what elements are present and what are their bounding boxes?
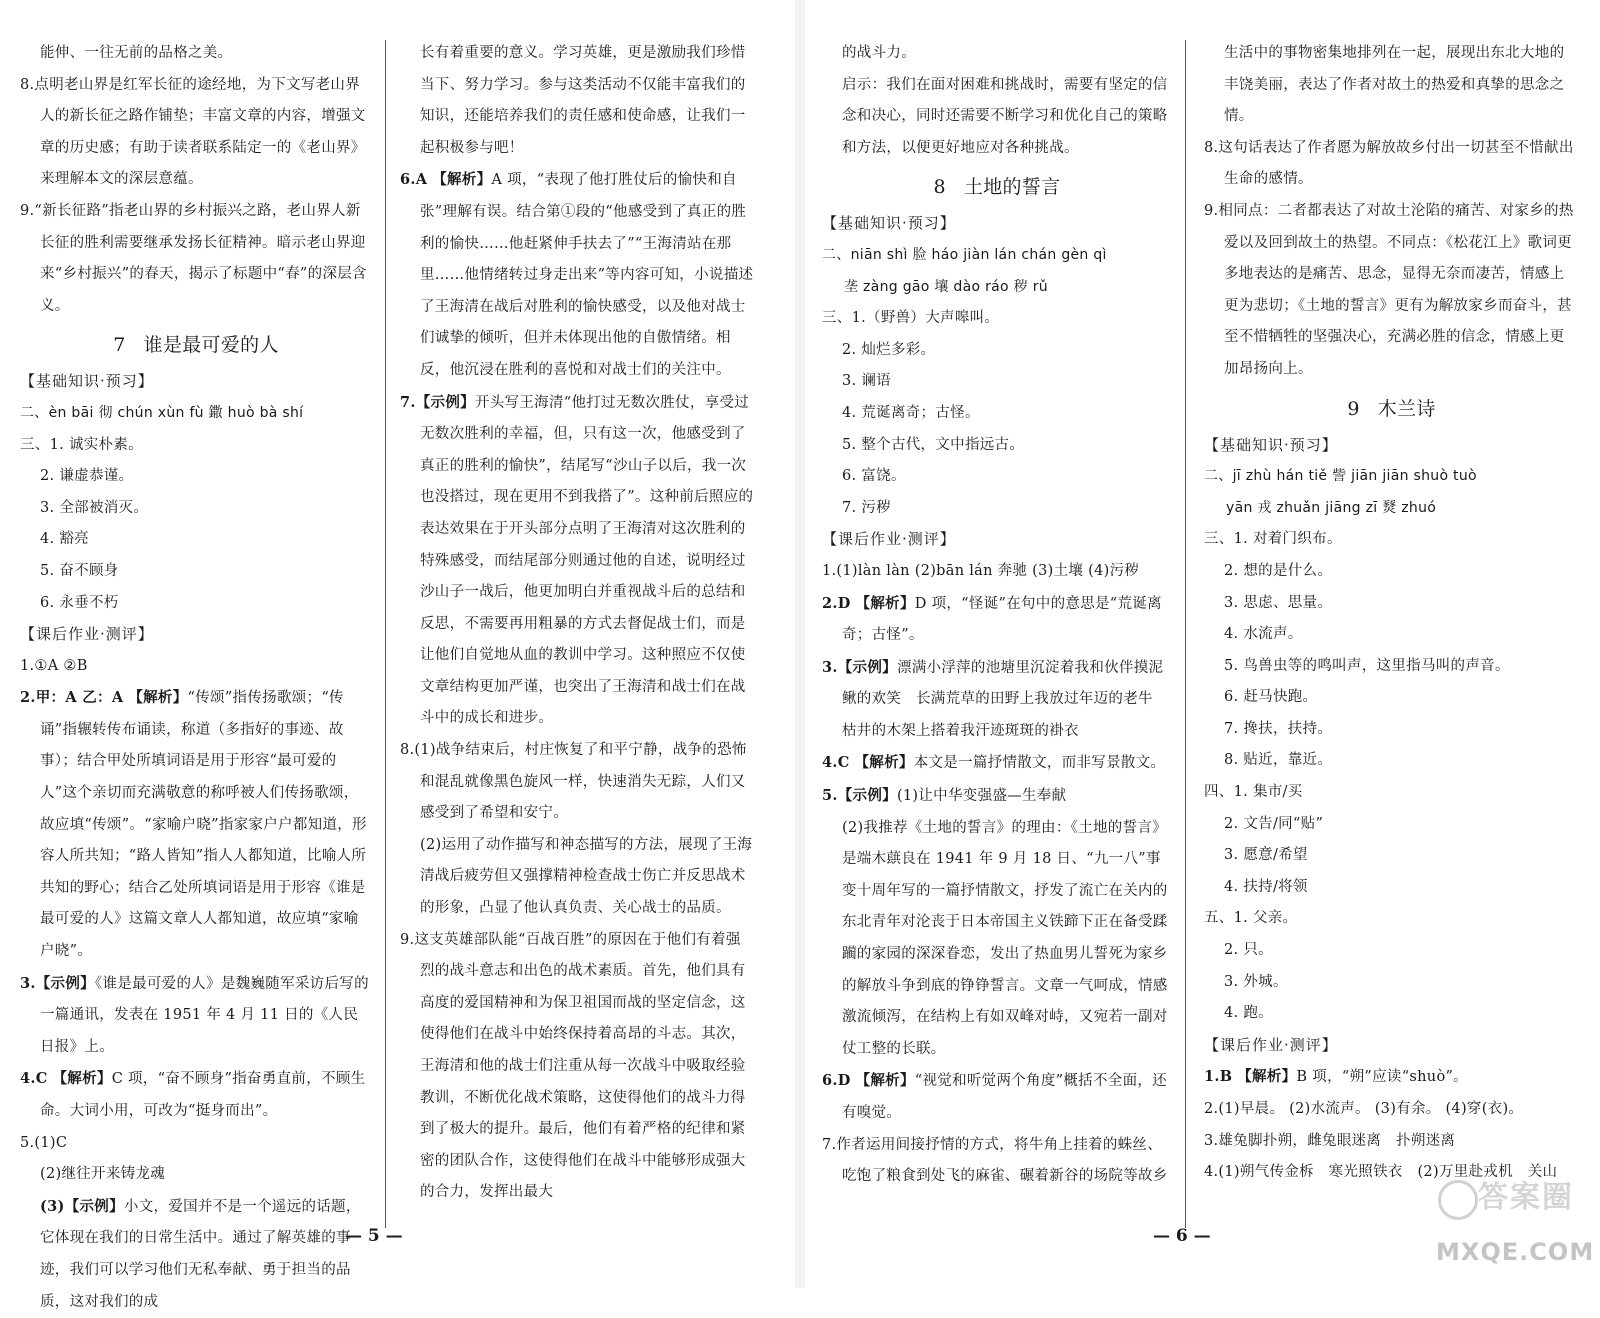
answer-9: 9.这支英雄部队能“百战百胜”的原因在于他们有着强烈的战斗意志和出色的战术素质。首先，他们具有高度的爱国精神和为保卫祖国而战的坚定信念，这使得他们在战斗中始终保持着高昂的斗志。其次，王海清和他的战士们注重从每一次战斗中吸取经验教训，不断优化战术策略，这使得他们的战斗力得到了极大的提升。最后，他们有着严格的纪律和紧密的团队合作，这使得他们在战斗中能够形成强大的合力，发挥出最大 (400, 931, 746, 1201)
pinyin-answers: 二、jī zhù hán tiě 訾 jiān jiān shuò tuò (1204, 468, 1477, 485)
q3-item: 4. 荒诞离奇；古怪。 (842, 404, 980, 421)
page6-column2 (1204, 38, 1579, 1189)
text-continuation: 的战斗力。 (842, 45, 916, 61)
q3-item: 6. 永垂不朽 (40, 594, 119, 611)
answer-1: 1.①A ②B (20, 657, 88, 674)
q3-item: 三、1.（野兽）大声嗥叫。 (822, 310, 1000, 327)
column-divider-left (385, 40, 386, 1228)
q3-item: 5. 奋不顾身 (40, 562, 119, 579)
watermark-circle-icon (1438, 1180, 1478, 1220)
q3-item: 3. 思虑、思量。 (1224, 594, 1333, 611)
answer-8-1: 8.(1)战争结束后，村庄恢复了和平宁静，战争的恐怖和混乱就像黑色旋风一样，快速消失无踪，人们又感受到了希望和安宁。 (400, 742, 747, 822)
q3-item: 2. 谦虚恭谨。 (40, 468, 134, 485)
q3-item: 7. 搀扶，扶持。 (1224, 720, 1333, 737)
q3-item: 7. 污秽 (842, 499, 891, 516)
page5-column2 (400, 38, 755, 1209)
pinyin-answers-cont: yān 戎 zhuǎn jiāng zī 燹 zhuó (1226, 499, 1437, 516)
answer-1: 1.B 【解析】B 项，“朔”应读“shuò”。 (1204, 1068, 1468, 1086)
q5-item: 五、1. 父亲。 (1204, 910, 1298, 927)
answer-3: 3.【示例】漂满小浮萍的池塘里沉淀着我和伙伴摸泥鳅的欢笑 长满荒草的田野上我放过年迈的老牛 枯井的木架上搭着我汗迹斑斑的褂衣 (822, 658, 1168, 739)
watermark-logo: 答案圈 MXQE.COM (1436, 1180, 1595, 1266)
q3-item: 4. 水流声。 (1224, 626, 1303, 643)
pinyin-answers: 二、niān shì 脸 háo jiàn lán chán gèn qì (822, 246, 1107, 263)
section-heading-homework: 【课后作业·测评】 (822, 530, 956, 549)
q3-item: 8. 贴近，靠近。 (1224, 752, 1333, 769)
q3-item: 3. 全部被消灭。 (40, 499, 149, 516)
q3-item: 6. 富饶。 (842, 468, 906, 485)
answer-4: 4.(1)朔气传金柝 寒光照铁衣 (2)万里赴戎机 关山 (1204, 1164, 1558, 1181)
q3-item: 4. 豁亮 (40, 531, 89, 548)
answer-2: 2.(1)早晨。 (2)水流声。 (3)有余。 (4)穿(衣)。 (1204, 1101, 1524, 1117)
answer-4: 4.C 【解析】C 项，“奋不顾身”指奋勇直前，不顾生命。大词小用，可改为“挺身而出”。 (20, 1070, 366, 1119)
column-divider-right (1185, 40, 1186, 1228)
q4-item: 四、1. 集市/买 (1204, 784, 1303, 801)
q3-item: 5. 鸟兽虫等的鸣叫声，这里指马叫的声音。 (1224, 657, 1510, 674)
chapter-title-7: 7 谁是最可爱的人 (113, 334, 279, 357)
q5-item: 2. 只。 (1224, 942, 1273, 959)
q4-item: 2. 文告/同“贴” (1224, 815, 1324, 832)
answer-4: 4.C 【解析】本文是一篇抒情散文，而非写景散文。 (822, 754, 1166, 772)
section-heading-basic: 【基础知识·预习】 (1204, 435, 1338, 454)
answer-2: 2.甲：A 乙：A 【解析】“传颂”指传扬歌颂；“传诵”指辗转传布诵读，称道（多指好的事迹、故事）；结合甲处所填词语是用于形容“最可爱的人”这个亲切而充满敬意的称呼被人们传扬歌颂，故应填“传颂”。“家喻户晓”指家家户户都知道，形容人所共知；“路人皆知”指人人都知道，比喻人所共知的野心；结合乙处所填词语是用于形容《谁是最可爱的人》这篇文章人人都知道，故应填“家喻户晓”。 (20, 689, 367, 960)
q3-item: 2. 灿烂多彩。 (842, 341, 936, 358)
section-heading-basic: 【基础知识·预习】 (822, 214, 956, 233)
pinyin-answers-cont: 垄 zàng gāo 壤 dào ráo 秽 rǔ (844, 278, 1048, 295)
answer-9: 9.相同点：二者都表达了对故土沦陷的痛苦、对家乡的热爱以及回到故土的热望。不同点：《松花江上》歌词更多地表达的是痛苦、思念，显得无奈而凄苦，情感上更为悲切；《土地的誓言》更有为解放家乡而奋斗，甚至不惜牺牲的坚强决心，充满必胜的信念，情感上更加昂扬向上。 (1204, 202, 1574, 377)
answer-8-2: (2)运用了动作描写和神态描写的方法，展现了王海清战后疲劳但又强撑精神检查战士伤亡并反思战术的形象，凸显了他认真负责、关心战士的品质。 (420, 836, 753, 917)
q3-item: 5. 整个古代，文中指远古。 (842, 436, 1025, 453)
answer-8: 8.点明老山界是红军长征的途经地，为下文写老山界人的新长征之路作铺垫；丰富文章的内容，增强文章的历史感；有助于读者联系陆定一的《老山界》来理解本文的深层意蕴。 (20, 76, 366, 188)
q5-item: 4. 跑。 (1224, 1005, 1273, 1022)
answer-3: 3.雄兔脚扑朔，雌兔眼迷离 扑朔迷离 (1204, 1132, 1456, 1149)
q3-item: 6. 赶马快跑。 (1224, 689, 1318, 706)
section-heading-homework: 【课后作业·测评】 (20, 625, 154, 644)
page-number-right: — 6 — (1153, 1226, 1211, 1246)
chapter-title-9: 9 木兰诗 (1347, 397, 1436, 420)
answer-5-2: (2)我推荐《土地的誓言》的理由：《土地的誓言》是端木蕻良在 1941 年 9 月 18 日、“九一八”事变十周年写的一篇抒情散文，抒发了流亡在关内的东北青年对沦丧于日本帝国主义铁蹄下正在备受蹂躏的家园的深深眷恋，发出了热血男儿誓死为家乡的解放斗争到底的铮铮誓言。文章一气呵成，情感激流倾泻，在结构上有如双峰对峙，又宛若一副对仗工整的长联。 (842, 819, 1168, 1057)
q3-item: 三、1. 诚实朴素。 (20, 436, 143, 453)
q5-item: 3. 外城。 (1224, 973, 1288, 990)
q3-item: 2. 想的是什么。 (1224, 562, 1333, 579)
answer-6: 6.D 【解析】“视觉和听觉两个角度”概括不全面，还有嗅觉。 (822, 1072, 1167, 1121)
answer-3: 3.【示例】《谁是最可爱的人》是魏巍随军采访后写的一篇通讯，发表在 1951 年 4 月 11 日的《人民日报》上。 (20, 974, 369, 1055)
chapter-title-8: 8 土地的誓言 (933, 176, 1061, 199)
inspiration: 启示：我们在面对困难和挑战时，需要有坚定的信念和决心，同时还需要不断学习和优化自己的策略和方法，以便更好地应对各种挑战。 (842, 76, 1168, 156)
answer-7: 7.作者运用间接抒情的方式，将牛角上挂着的蛛丝、吃饱了粮食到处飞的麻雀、碾着新谷的场院等故乡 (822, 1136, 1168, 1185)
book-gutter (795, 0, 805, 1288)
text-line: 能伸、一往无前的品格之美。 (40, 45, 233, 61)
page-number-left: — 5 — (345, 1226, 403, 1246)
text-continuation: 长有着重要的意义。学习英雄，更是激励我们珍惜当下、努力学习。参与这类活动不仅能丰富我们的知识，还能培养我们的责任感和使命感，让我们一起积极参与吧！ (420, 45, 746, 156)
q4-item: 4. 扶持/将领 (1224, 878, 1308, 895)
pinyin-answers: 二、èn bāi 彻 chún xùn fù 鏾 huò bà shí (20, 404, 304, 421)
answer-6: 6.A 【解析】A 项，“表现了他打胜仗后的愉快和自张”理解有误。结合第①段的“他感受到了真正的胜利的愉快……他赶紧伸手扶去了”“王海清站在那里……他情绪转过身走出来”等内容可知，小说描述了王海清在战后对胜利的愉快感受，以及他对战士们诚挚的倾听，但并未体现出他的自傲情绪。相反，他沉浸在胜利的喜悦和对战士们的关注中。 (400, 171, 754, 378)
answer-8: 8.这句话表达了作者愿为解放故乡付出一切甚至不惜献出生命的感情。 (1204, 139, 1574, 188)
section-heading-basic: 【基础知识·预习】 (20, 372, 154, 391)
answer-9: 9.“新长征路”指老山界的乡村振兴之路，老山界人新长征的胜利需要继承发扬长征精神。暗示老山界迎来“乡村振兴”的春天，揭示了标题中“春”的深层含义。 (20, 202, 367, 314)
answer-5-1: 5.【示例】(1)让中华变强盛—生奉献 (822, 787, 1067, 805)
page5-column1 (20, 38, 372, 1318)
answer-5-1: 5.(1)C (20, 1134, 68, 1151)
answer-2: 2.D 【解析】D 项，“怪诞”在句中的意思是“荒诞离奇；古怪”。 (822, 594, 1162, 644)
q4-item: 3. 愿意/希望 (1224, 847, 1308, 864)
text-continuation: 生活中的事物密集地排列在一起，展现出东北大地的丰饶美丽，表达了作者对故土的热爱和真挚的思念之情。 (1224, 45, 1565, 125)
page6-column1 (822, 38, 1172, 1193)
q3-item: 三、1. 对着门织布。 (1204, 531, 1342, 548)
answer-5-2: (2)继往开来铸龙魂 (40, 1166, 166, 1183)
q3-item: 3. 谰语 (842, 373, 891, 390)
answer-1: 1.(1)làn làn (2)bān lán 奔驰 (3)土壤 (4)污秽 (822, 562, 1140, 579)
answer-7: 7.【示例】开头写王海清“他打过无数次胜仗，享受过无数次胜利的幸福，但，只有这一次，他感受到了真正的胜利的愉快”，结尾写“沙山子以后，我一次也没搭过，现在更用不到我搭了”。这种前后照应的表达效果在于开头部分点明了王海清对这次胜利的特殊感受，而结尾部分则通过他的自述，说明经过沙山子一战后，他更加明白并重视战斗后的总结和反思，不需要再用粗暴的方式去督促战士们，而是让他们自觉地从血的教训中学习。这种照应不仅使文章结构更加严谨，也突出了王海清和战士们在战斗中的成长和进步。 (400, 393, 754, 727)
section-heading-homework: 【课后作业·测评】 (1204, 1035, 1338, 1054)
answer-5-3: (3)【示例】小文，爱国并不是一个遥远的话题，它体现在我们的日常生活中。通过了解英雄的事迹，我们可以学习他们无私奉献、勇于担当的品质，这对我们的成 (40, 1197, 361, 1310)
